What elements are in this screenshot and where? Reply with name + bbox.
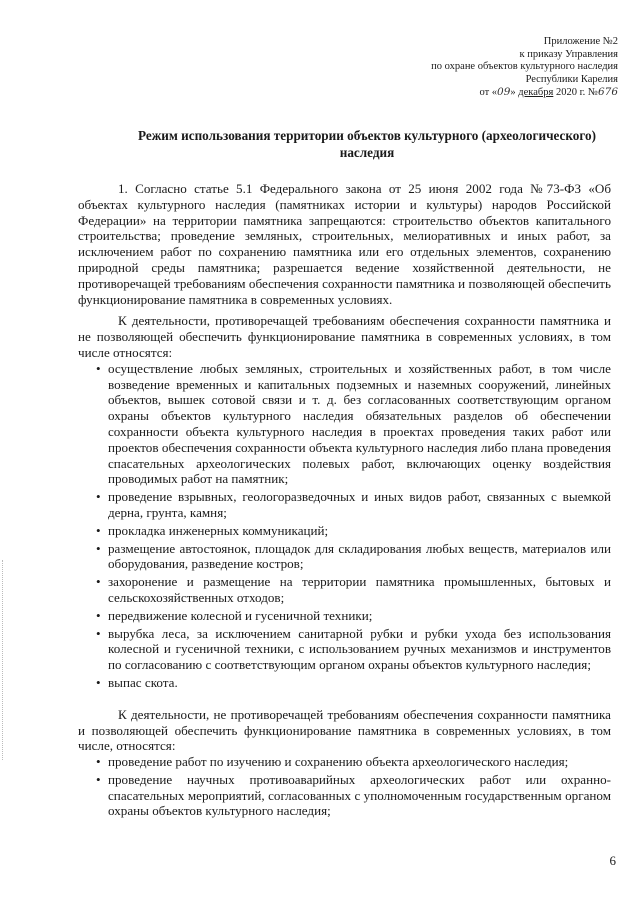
- list-item: • передвижение колесной и гусеничной техники;: [78, 608, 611, 624]
- permitted-activities-list: [78, 754, 611, 819]
- appendix-line-3: по охране объектов культурного наследия: [431, 61, 618, 72]
- document-title: Режим использования территории объектов культурного (археологического) наследия: [137, 128, 597, 160]
- list-item: • проведение научных противоаварийных археологических работ или охранно-спасательных мероприятий, согласованных с уполномоченным государственным органом охраны объектов культурного наследия;: [78, 772, 611, 819]
- list-item: • проведение работ по изучению и сохранению объекта археологического наследия;: [78, 754, 611, 770]
- appendix-line-2: к приказу Управления: [519, 48, 618, 60]
- date-day: 09: [497, 86, 511, 98]
- date-year: 2020 г. №: [553, 87, 598, 98]
- date-prefix: от «: [479, 87, 498, 98]
- page-number: 6: [609, 853, 616, 868]
- date-month: декабря: [518, 87, 554, 98]
- list-item: • прокладка инженерных коммуникаций;: [78, 523, 611, 539]
- order-date-line: [431, 86, 618, 100]
- appendix-line-4: Республики Карелия: [525, 73, 618, 85]
- appendix-line-1: Приложение №2: [543, 36, 618, 47]
- date-mid: »: [510, 87, 519, 98]
- paragraph-2: К деятельности, противоречащей требованиям обеспечения сохранности памятника и не позволяющей обеспечить функционирование памятника в современных условиях, в том числе относятся:: [78, 313, 611, 360]
- list-item: • захоронение и размещение на территории памятника промышленных, бытовых и сельскохозяйственных отходов;: [78, 574, 611, 606]
- list-item: • проведение взрывных, геологоразведочных и иных видов работ, связанных с выемкой дерна, грунта, камня;: [78, 489, 611, 521]
- list-item: • размещение автостоянок, площадок для складирования любых веществ, материалов или оборудования, разведение костров;: [78, 541, 611, 573]
- list-item: • вырубка леса, за исключением санитарной рубки и рубки ухода без использования колесной и гусеничной техники, с использованием ручных механизмов и инструментов по согласованию с соответствующим органом охраны объектов культурного наследия;: [78, 626, 611, 673]
- paragraph-1: 1. Согласно статье 5.1 Федерального закона от 25 июня 2002 года №73-ФЗ «Об объектах культурного наследия (памятниках истории и культуры) народов Российской Федерации» на территории памятника запрещаются: строительство объектов капитального строительства; проведение земляных, строительных, мелиоративных и иных работ, за исключением работ по сохранению памятника или его отдельных элементов, сохранению природной среды памятника; разрешается ведение хозяйственной деятельности, не противоречащей требованиям обеспечения сохранности памятника и позволяющей обеспечить функционирование памятника в современных условиях.: [78, 181, 611, 307]
- appendix-header: [431, 36, 618, 100]
- order-number: 676: [597, 86, 618, 98]
- paragraph-3: К деятельности, не противоречащей требованиям обеспечения сохранности памятника и позволяющей обеспечить функционирование памятника в современных условиях, в том числе, относятся:: [78, 706, 611, 754]
- document-body: [78, 181, 611, 821]
- list-item: • выпас скота.: [78, 675, 611, 691]
- list-item: • осуществление любых земляных, строительных и хозяйственных работ, в том числе возведение временных и капитальных подземных и наземных сооружений, линейных объектов, вышек сотовой связи и т. д. без согласованных соответствующим органом охраны объектов культурного наследия обязательных разделов об обеспечении сохранности объекта культурного наследия в проектах проведения таких работ или проектов обеспечения сохранности объекта культурного наследия либо плана проведения спасательных археологических полевых работ, включающих оценку воздействия проводимых работ на памятник;: [78, 361, 611, 487]
- margin-dots: [2, 560, 7, 760]
- prohibited-activities-list: [78, 361, 611, 691]
